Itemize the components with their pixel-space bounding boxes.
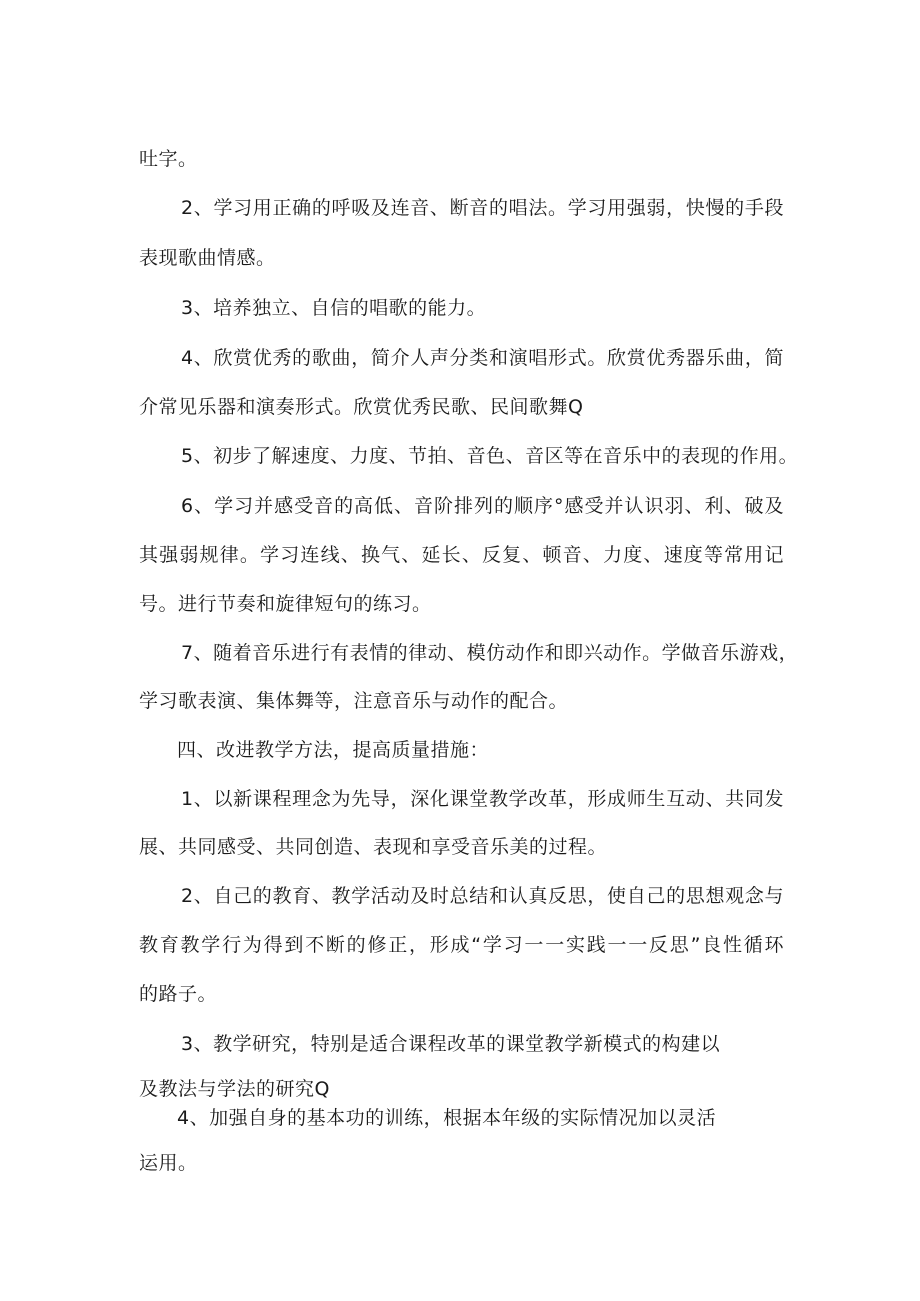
text-line: 2、学习用正确的呼吸及连音、断音的唱法。学习用强弱，快慢的手段 [181, 197, 784, 219]
text-line: 4、加强自身的基本功的训练，根据本年级的实际情况加以灵活 [177, 1107, 717, 1129]
text-line: 号。进行节奏和旋律短句的练习。 [139, 593, 432, 615]
text-line: 吐字。 [139, 148, 198, 170]
section-heading: 四、改进教学方法，提高质量措施： [177, 739, 490, 761]
text-line: 运用。 [139, 1152, 198, 1174]
text-line: 表现歌曲情感。 [139, 247, 276, 269]
text-line: 展、共同感受、共同创造、表现和享受音乐美的过程。 [139, 836, 608, 858]
text-line: 6、学习并感受音的高低、音阶排列的顺序°感受并认识羽、利、破及 [181, 495, 784, 517]
text-line: 3、培养独立、自信的唱歌的能力。 [181, 297, 487, 319]
text-line: 学习歌表演、集体舞等，注意音乐与动作的配合。 [139, 690, 569, 712]
text-line: 的路子。 [139, 983, 218, 1005]
text-line: 教育教学行为得到不断的修正，形成“学习一一实践一一反思”良性循环 [139, 934, 784, 956]
text-line: 其强弱规律。学习连线、换气、延长、反复、顿音、力度、速度等常用记 [139, 544, 784, 566]
text-line: 4、欣赏优秀的歌曲，简介人声分类和演唱形式。欣赏优秀器乐曲，简 [181, 347, 784, 369]
text-line: 介常见乐器和演奏形式。欣赏优秀民歌、民间歌舞Q [139, 396, 584, 418]
text-line: 及教法与学法的研究Q [139, 1078, 330, 1100]
text-line: 5、初步了解速度、力度、节拍、音色、音区等在音乐中的表现的作用。 [181, 445, 799, 467]
text-line: 7、随着音乐进行有表情的律动、模仿动作和即兴动作。学做音乐游戏， [181, 642, 799, 664]
text-line: 3、教学研究，特别是适合课程改革的课堂教学新模式的构建以 [181, 1033, 721, 1055]
text-line: 2、自己的教育、教学活动及时总结和认真反思，使自己的思想观念与 [181, 885, 784, 907]
text-line: 1、以新课程理念为先导，深化课堂教学改革，形成师生互动、共同发 [181, 788, 784, 810]
